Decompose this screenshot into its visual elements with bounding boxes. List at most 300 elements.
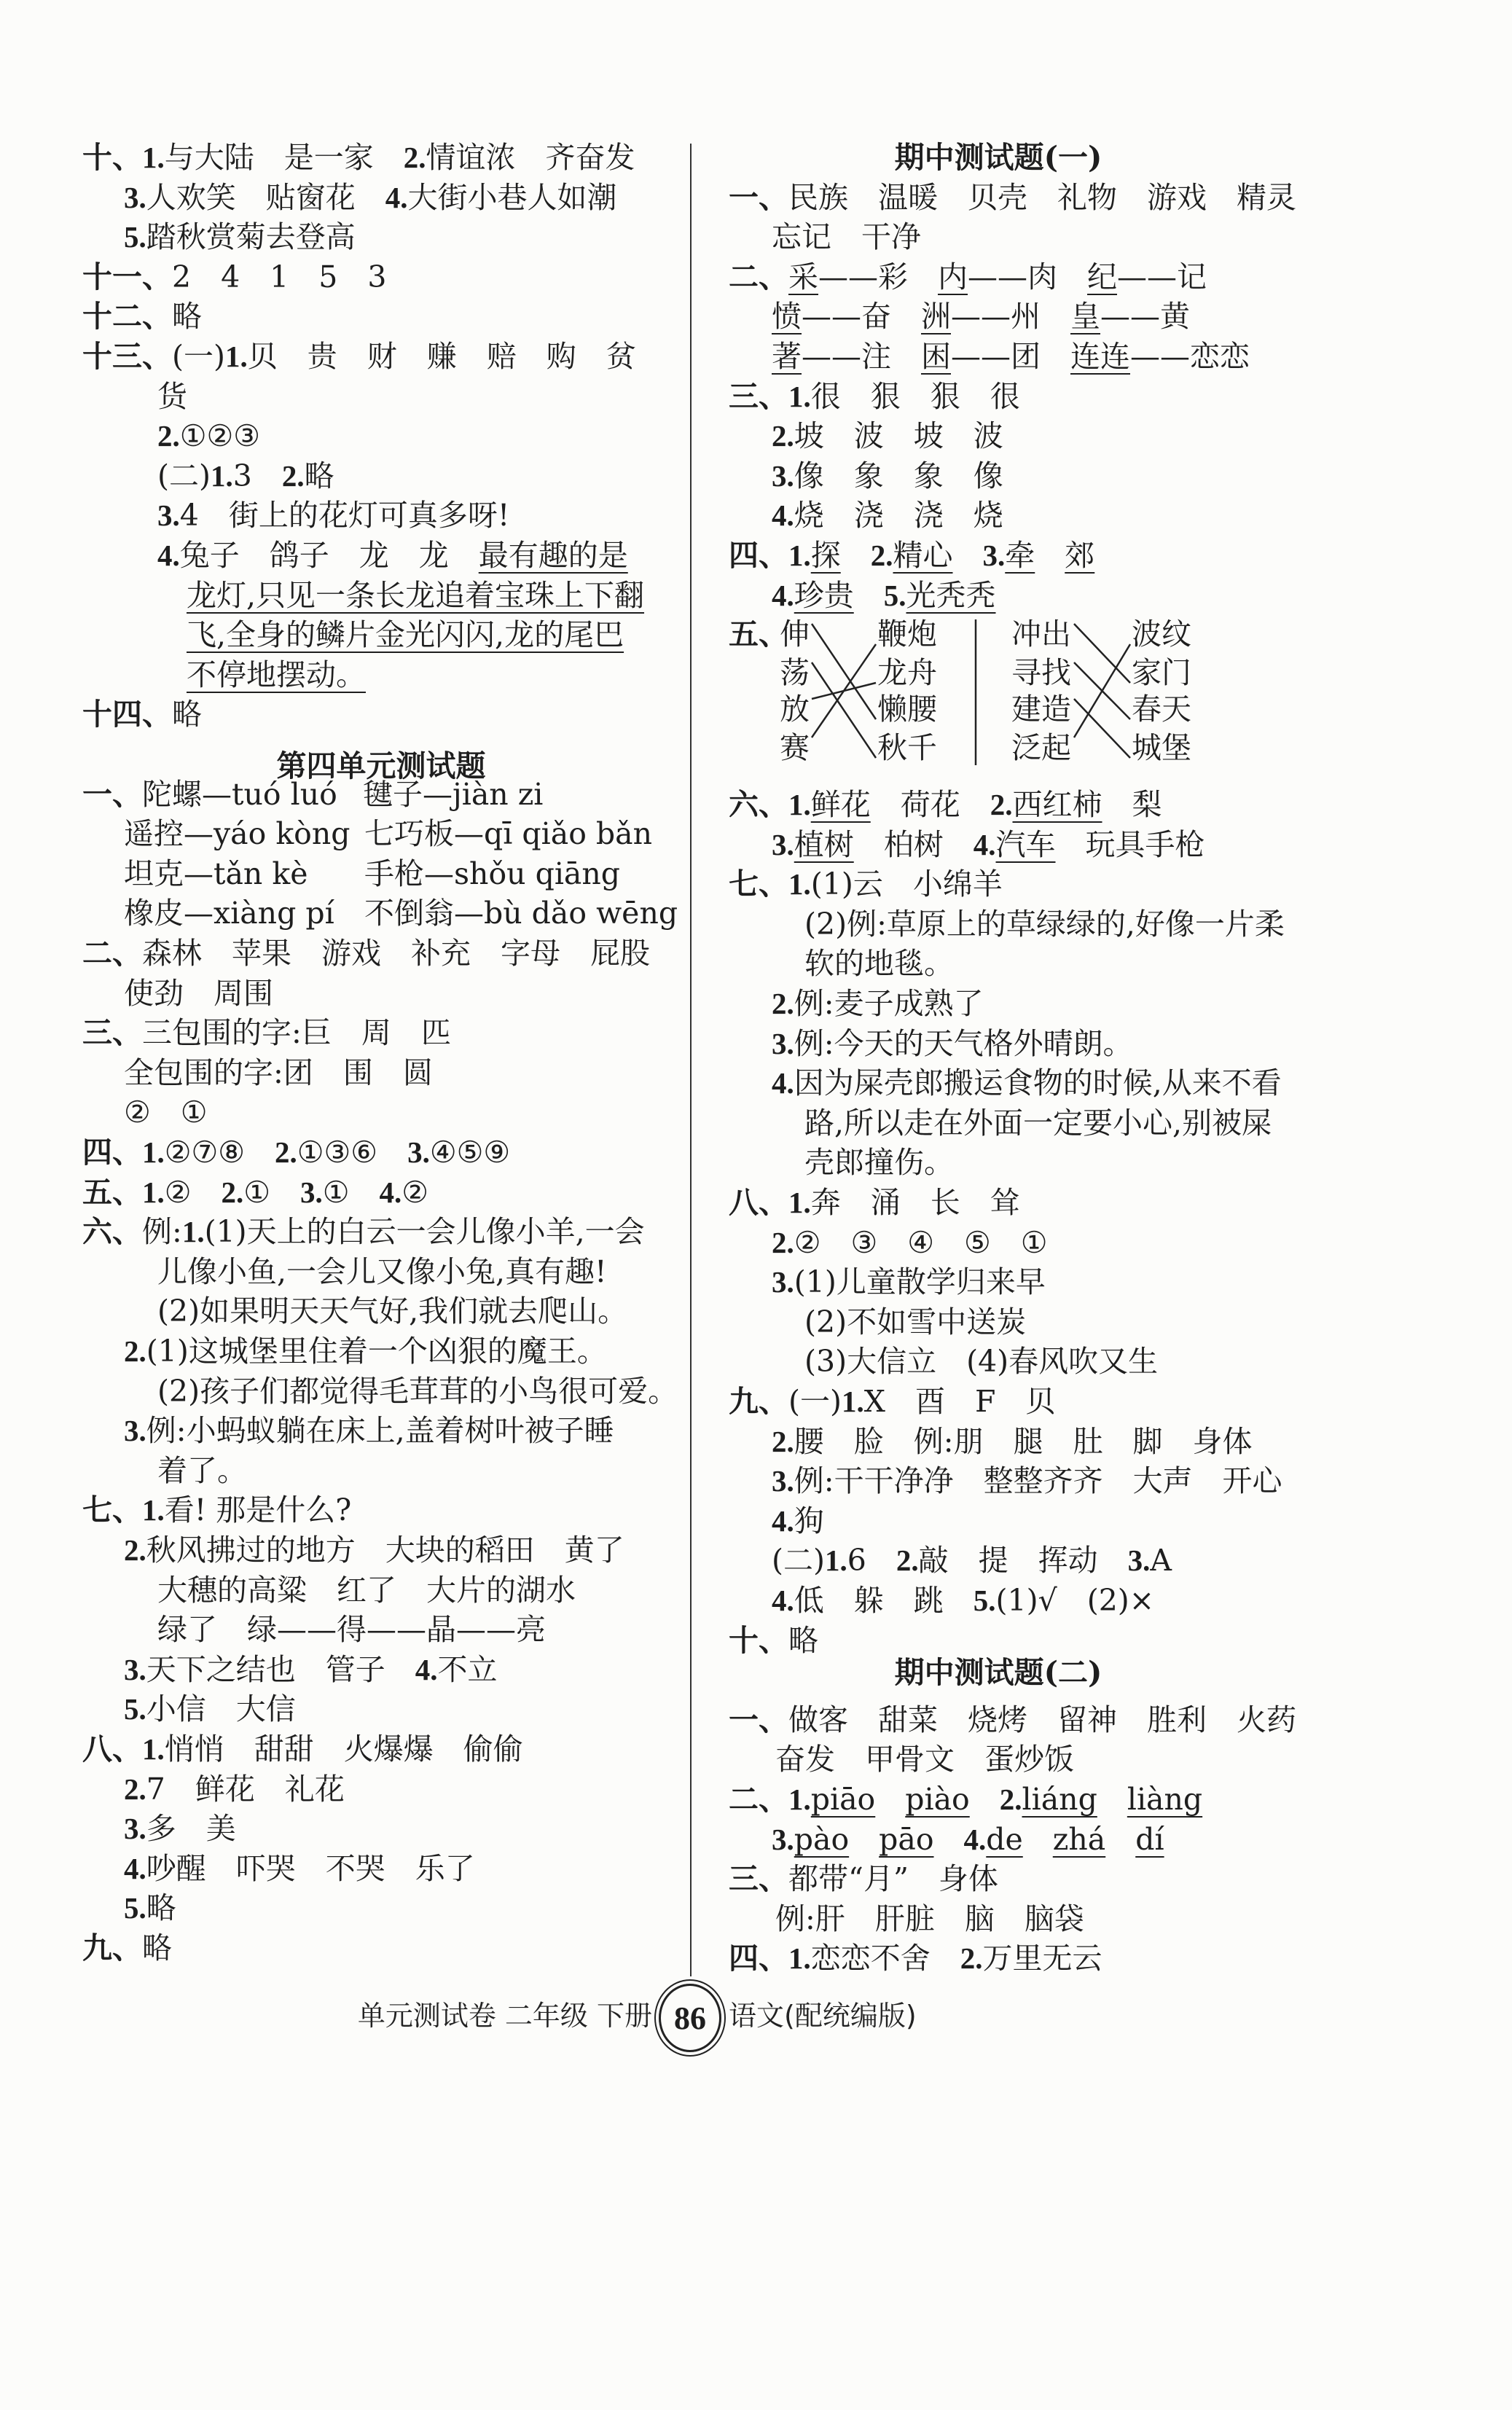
item-number: 3. [300, 1175, 323, 1209]
item-number: 十三、 [82, 340, 172, 373]
answer-line [124, 1689, 296, 1729]
item-number: 四、1. [82, 1135, 165, 1169]
answer-line [124, 1650, 498, 1690]
item-number: 1. [181, 1215, 205, 1249]
answer-text: ——团 [951, 339, 1070, 374]
answer-text: 略 [142, 1930, 172, 1965]
answer-text: 使劲 周围 [124, 975, 273, 1011]
item-number: 一、 [82, 777, 142, 811]
item-number: 二、 [82, 936, 142, 970]
underlined-answer: 飞,全身的鳞片金光闪闪,龙的尾巴 [187, 617, 624, 653]
answer-text: 遥控—yáo kòng [124, 816, 350, 852]
answer-text: ——恋恋 [1130, 339, 1250, 374]
answer-text: ——肉 [968, 259, 1087, 294]
answer-line [804, 1103, 1272, 1143]
item-number: 3. [772, 458, 794, 493]
answer-line [729, 1780, 1202, 1820]
answer-text: 不立 [437, 1651, 498, 1687]
underlined-answer: 采 [788, 259, 818, 294]
answer-line [804, 944, 954, 984]
underlined-answer: 牵 [1005, 538, 1035, 573]
answer-text: 软的地毯。 [804, 946, 954, 982]
answer-text: 略 [788, 1622, 818, 1658]
group1-left-word: 荡 [780, 655, 810, 690]
footer-subject: 语文(配统编版) [729, 2000, 917, 2032]
item-number: 九、 [82, 1931, 142, 1965]
group2-right-word: 城堡 [1132, 730, 1191, 765]
item-number: 八、1. [82, 1732, 165, 1766]
answer-line [772, 825, 1205, 865]
underlined-answer: 光秃秃 [906, 577, 996, 613]
item-number: 2. [281, 458, 305, 493]
answer-text: 儿像小鱼,一会儿又像小兔,真有趣! [157, 1253, 607, 1289]
group1-right-word: 秋千 [877, 730, 937, 765]
answer-line [772, 1501, 824, 1541]
item-number: 4. [772, 1066, 794, 1100]
answer-text: ①③⑥ [297, 1135, 408, 1170]
answer-text: (1)云 小绵羊 [810, 866, 1003, 902]
answer-line [124, 1809, 236, 1849]
answer-line [82, 1212, 645, 1252]
answer-text: 全包围的字:团 围 圆 [124, 1055, 433, 1090]
item-number: 十四、 [82, 697, 172, 732]
item-number: 十、1. [82, 141, 165, 174]
answer-line [772, 984, 984, 1024]
answer-line [157, 1291, 627, 1331]
answer-text: (2)不如雪中送炭 [804, 1304, 1027, 1339]
answer-line [804, 904, 1285, 944]
underlined-answer: 洲 [921, 299, 951, 334]
answer-text: 例:小蚂蚁躺在床上,盖着树叶被子睡 [146, 1413, 614, 1449]
answer-text: 货 [157, 378, 187, 414]
answer-text: 手枪—shǒu qiāng [364, 856, 621, 891]
item-number: 4. [963, 1822, 987, 1856]
answer-line [124, 1411, 614, 1451]
unit4-title: 第四单元测试题 [276, 748, 486, 783]
answer-line [729, 1183, 1020, 1223]
answer-text: ——记 [1117, 259, 1207, 294]
midterm1-title: 期中测试题(一) [894, 140, 1102, 175]
answer-text [970, 1782, 1000, 1817]
matching-label: 五、 [729, 617, 788, 651]
answer-text: 奔 涌 长 耸 [810, 1185, 1020, 1220]
item-number: 4. [772, 1584, 794, 1617]
item-number: 5. [124, 220, 146, 254]
item-number: 4. [772, 498, 794, 533]
group1-match-line [812, 644, 876, 738]
answer-line [729, 1700, 1296, 1740]
item-number: 3. [1127, 1544, 1151, 1578]
item-number: 3. [124, 180, 146, 214]
answer-line [82, 1928, 172, 1968]
answer-text: 玩具手枪 [1055, 826, 1205, 862]
item-number: 2. [990, 788, 1013, 821]
answer-line [772, 1262, 1046, 1302]
answer-text: 不倒翁—bù dǎo wēng [364, 896, 678, 931]
underlined-answer: 龙灯,只见一条长龙追着宝珠上下翻 [187, 577, 645, 613]
page-number: 86 [674, 2000, 706, 2036]
answer-text: 低 躲 跳 [794, 1583, 974, 1618]
answer-text: (1)天上的白云一会儿像小羊,一会 [204, 1214, 645, 1250]
answer-text: 腰 脸 例:朋 腿 肚 脚 身体 [794, 1423, 1253, 1459]
answer-text: X 酉 F 贝 [863, 1384, 1056, 1419]
answer-line [772, 1024, 1133, 1064]
answer-text: 橡皮—xiàng pí [124, 896, 334, 931]
item-number: 1. [842, 1385, 864, 1418]
answer-text: 踏秋赏菊去登高 [146, 219, 356, 255]
underlined-answer: 西红柿 [1012, 787, 1102, 822]
item-number: 二、 [729, 259, 788, 294]
answer-text: ——奋 [802, 299, 921, 334]
answer-text [1023, 1822, 1053, 1857]
underlined-answer: 植树 [794, 826, 854, 862]
underlined-answer: 著 [772, 339, 802, 374]
item-number: 二、1. [729, 1783, 811, 1816]
group2-match-line [1074, 624, 1130, 683]
group1-right-word: 懒腰 [877, 692, 937, 727]
answer-text: (二) [157, 458, 211, 493]
item-number: 5. [973, 1584, 996, 1617]
answer-text: ① [243, 1174, 301, 1210]
answer-text: 秋风拂过的地方 大块的稻田 黄了 [146, 1533, 624, 1568]
answer-text: ——州 [951, 299, 1070, 334]
item-number: 2. [960, 1941, 983, 1976]
underlined-answer: 汽车 [995, 826, 1056, 862]
answer-text: ——彩 [818, 259, 938, 294]
item-number: 三、 [729, 1862, 788, 1896]
answer-line [82, 934, 650, 974]
midterm2-title: 期中测试题(二) [894, 1655, 1102, 1690]
item-number: 1. [825, 1544, 847, 1578]
answer-line [729, 864, 1003, 904]
answer-text [849, 1822, 879, 1857]
underlined-answer: piāo [810, 1782, 876, 1817]
answer-text: 都带“月” 身体 [788, 1861, 998, 1897]
item-number: 三、 [82, 1016, 142, 1050]
answer-line [82, 1729, 523, 1769]
answer-line [124, 1888, 176, 1928]
item-number: 4. [415, 1652, 438, 1686]
answer-line [772, 1541, 1172, 1581]
answer-text: 坦克—tǎn kè [124, 856, 308, 891]
answer-text [1097, 1782, 1127, 1817]
answer-text: 敲 提 挥动 [918, 1543, 1128, 1578]
answer-text: 7 鲜花 礼花 [146, 1771, 345, 1807]
answer-line [124, 1530, 624, 1570]
group1-right-word: 龙舟 [877, 655, 937, 690]
answer-text: 略 [146, 1890, 176, 1926]
answer-text: 梨 [1102, 787, 1162, 822]
item-number: 九、 [729, 1385, 788, 1418]
item-number: 5. [883, 578, 906, 612]
answer-text: 荷花 [870, 787, 990, 822]
answer-line [124, 974, 273, 1014]
underlined-answer: 不停地摆动。 [187, 657, 366, 692]
answer-text: 兔子 鸽子 龙 龙 [179, 538, 479, 573]
answer-text: 例:麦子成熟了 [794, 986, 984, 1021]
answer-text: 坡 波 坡 波 [794, 418, 1003, 454]
answer-text: 民族 温暖 贝壳 礼物 游戏 精灵 [788, 179, 1296, 215]
answer-text: 很 狠 狠 很 [810, 378, 1020, 414]
answer-text: 烧 浇 浇 烧 [794, 498, 1003, 533]
answer-text: (2)孩子们都觉得毛茸茸的小鸟很可爱。 [157, 1373, 678, 1409]
item-number: 四、1. [729, 1941, 811, 1976]
item-number: 2. [124, 1772, 146, 1806]
item-number: 一、 [729, 1702, 788, 1737]
answer-text: 绿了 绿——得——晶——亮 [157, 1612, 546, 1648]
answer-text: 因为屎壳郎搬运食物的时候,从来不看 [794, 1065, 1282, 1101]
item-number: 3. [772, 1464, 794, 1498]
underlined-answer: 郊 [1065, 538, 1095, 573]
underlined-answer: liàng [1127, 1782, 1203, 1817]
item-number: 3. [772, 1265, 794, 1299]
underlined-answer: 内 [938, 259, 968, 294]
answer-text: 3 [232, 458, 282, 493]
item-number: 3. [772, 1822, 794, 1856]
item-number: 六、 [82, 1215, 142, 1249]
item-number: 十一、 [82, 259, 172, 294]
group1-right-word: 鞭炮 [877, 617, 937, 652]
item-number: 3. [772, 827, 794, 861]
answer-text: (1)儿童散学归来早 [794, 1264, 1046, 1300]
item-number: 3. [157, 498, 180, 533]
item-number: 七、1. [82, 1493, 165, 1527]
item-number: 一、 [729, 180, 788, 214]
underlined-answer: 鲜花 [810, 787, 871, 822]
answer-line [157, 1252, 607, 1292]
answer-text: ——黄 [1100, 299, 1190, 334]
page-number-badge [659, 1984, 721, 2052]
answer-line [772, 1063, 1282, 1103]
answer-text: 多 美 [146, 1811, 236, 1847]
answer-line [729, 1859, 998, 1899]
footer-book-title: 单元测试卷 二年级 下册 [357, 2000, 652, 2032]
answer-text: (二) [772, 1543, 825, 1578]
answer-text: 奋发 甲骨文 蛋炒饭 [775, 1742, 1074, 1777]
item-number: 2. [999, 1783, 1022, 1816]
group2-match-line [1074, 644, 1130, 738]
answer-text: ②⑦⑧ [164, 1135, 275, 1170]
answer-line [772, 1820, 1164, 1860]
answer-text: ② ③ ④ ⑤ ① [794, 1224, 1048, 1260]
answer-text [934, 1822, 964, 1857]
answer-line [804, 1143, 954, 1183]
underlined-answer: dí [1135, 1821, 1164, 1857]
answer-text: 2 4 1 5 3 [172, 259, 387, 294]
group1-left-word: 赛 [780, 730, 810, 765]
answer-text: ——注 [802, 339, 921, 374]
answer-line [804, 1302, 1026, 1342]
item-number: 2. [275, 1135, 297, 1169]
answer-text: 悄悄 甜甜 火爆爆 偷偷 [164, 1732, 523, 1767]
answer-text: (2)如果明天天气好,我们就去爬山。 [157, 1294, 628, 1329]
answer-line [772, 1581, 1154, 1621]
underlined-answer: 珍贵 [794, 577, 854, 613]
item-number: 2. [772, 1424, 794, 1458]
answer-line [775, 1899, 1084, 1939]
answer-text: 6 [847, 1543, 896, 1578]
item-number: 3. [124, 1414, 146, 1448]
item-number: 四、1. [729, 539, 811, 572]
item-number: 2. [870, 539, 893, 572]
answer-line [124, 893, 678, 934]
answer-line [124, 814, 652, 854]
item-number: 2. [772, 419, 794, 453]
answer-text: 大街小巷人如潮 [407, 179, 617, 215]
answer-line [82, 1132, 510, 1173]
item-number: 3. [772, 1026, 794, 1060]
answer-line [804, 1342, 1158, 1382]
group2-left-word: 建造 [1011, 692, 1071, 727]
item-number: 4. [124, 1851, 146, 1885]
group1-match-line [812, 624, 876, 719]
item-number: 3. [407, 1135, 430, 1169]
underlined-answer: 精心 [893, 538, 953, 573]
answer-text: 陀螺—tuó luó [142, 776, 337, 812]
answer-line [124, 1769, 345, 1810]
answer-text: 做客 甜菜 烧烤 留神 胜利 火药 [788, 1702, 1296, 1737]
answer-line [124, 1053, 433, 1093]
answer-text: 七巧板—qī qiǎo bǎn [364, 816, 653, 852]
answer-line [729, 1621, 818, 1661]
item-number: 五、1. [82, 1175, 165, 1209]
item-number: 2. [124, 1533, 146, 1567]
answer-text: 着了。 [157, 1452, 247, 1488]
group2-right-word: 波纹 [1132, 617, 1191, 652]
answer-text: 人欢笑 贴窗花 [146, 179, 385, 215]
answer-text: 情谊浓 齐奋发 [426, 140, 635, 175]
answer-text: 4 街上的花灯可真多呀! [179, 498, 510, 533]
group2-left-word: 寻找 [1011, 655, 1071, 690]
item-number: 3. [124, 1652, 146, 1686]
group1-left-word: 伸 [780, 617, 810, 652]
underlined-answer: 连连 [1070, 339, 1130, 374]
answer-line [124, 1331, 607, 1372]
answer-line [729, 1938, 1102, 1979]
group2-right-word: 春天 [1132, 692, 1191, 727]
answer-text: ② [401, 1174, 429, 1210]
item-number: 十、 [729, 1623, 788, 1657]
answer-text: 路,所以走在外面一定要小心,别被屎 [804, 1105, 1272, 1141]
item-number: 2. [403, 141, 426, 174]
answer-line [157, 1372, 678, 1412]
answer-line [157, 1570, 576, 1611]
answer-line [772, 1223, 1048, 1263]
answer-text: 略 [304, 458, 334, 493]
answer-line [124, 1849, 475, 1889]
item-number: 2. [157, 419, 180, 453]
item-number: 4. [772, 578, 794, 612]
answer-text: 毽子—jiàn zi [363, 776, 544, 812]
answer-text: 万里无云 [982, 1941, 1102, 1976]
item-number: 2. [896, 1544, 919, 1578]
item-number: 八、1. [729, 1186, 811, 1219]
answer-text: 忘记 干净 [772, 219, 921, 255]
answer-line [124, 1092, 208, 1132]
underlined-answer: 探 [810, 538, 841, 573]
answer-text: 与大陆 是一家 [164, 140, 404, 175]
answer-line [772, 1422, 1253, 1462]
item-number: 2. [772, 1225, 794, 1259]
answer-text: 例:干干净净 整整齐齐 大声 开心 [794, 1463, 1282, 1499]
item-number: 5. [124, 1891, 146, 1925]
item-number: 4. [772, 1503, 794, 1538]
answer-text: 天下之结也 管子 [146, 1651, 415, 1687]
answer-text: 大穗的高粱 红了 大片的湖水 [157, 1572, 576, 1608]
answer-text: (3)大信立 (4)春风吹又生 [804, 1344, 1159, 1380]
answer-line [157, 1451, 247, 1491]
answer-text: 例:肝 肝脏 脑 脑袋 [775, 1901, 1084, 1936]
answer-text: 吵醒 吓哭 不哭 乐了 [146, 1850, 475, 1886]
answer-text: 狗 [794, 1503, 824, 1538]
item-number: 4. [385, 180, 408, 214]
underlined-answer: zhá [1052, 1821, 1106, 1857]
answer-text: 壳郎撞伤。 [804, 1145, 954, 1181]
group2-left-word: 冲出 [1011, 617, 1071, 652]
answer-text: ② ① [124, 1095, 208, 1130]
underlined-answer: liáng [1022, 1782, 1097, 1817]
answer-text: 略 [172, 697, 202, 732]
answer-text: (一) [788, 1384, 842, 1419]
underlined-answer: 困 [921, 339, 951, 374]
answer-line [729, 1382, 1055, 1422]
item-number: 2. [221, 1175, 244, 1209]
answer-text: 看! 那是什么? [164, 1492, 352, 1528]
answer-line [157, 1610, 546, 1650]
answer-line [775, 1740, 1074, 1780]
group1-left-word: 放 [780, 692, 810, 727]
item-number: 3. [124, 1812, 146, 1846]
item-number: 3. [982, 539, 1006, 572]
underlined-answer: pào [794, 1821, 850, 1857]
matching-lines [0, 0, 1512, 802]
answer-text: 森林 苹果 游戏 补充 字母 屁股 [142, 936, 650, 971]
underlined-answer: 皇 [1070, 299, 1100, 334]
item-number: 4. [973, 827, 996, 861]
answer-text [1105, 1822, 1135, 1857]
answer-text: 柏树 [853, 826, 974, 862]
answer-text: 略 [172, 299, 202, 334]
answer-line [82, 1013, 451, 1053]
answer-text: 三包围的字:巨 周 匹 [142, 1015, 451, 1051]
answer-line [772, 1461, 1282, 1501]
group2-left-word: 泛起 [1011, 730, 1071, 765]
item-number: 三、1. [729, 379, 811, 413]
item-number: 2. [772, 987, 794, 1020]
answer-text: 小信 大信 [146, 1691, 296, 1727]
item-number: 2. [124, 1334, 146, 1368]
item-number: 4. [379, 1175, 402, 1209]
answer-text: 例:今天的天气格外晴朗。 [794, 1025, 1133, 1061]
answer-text: 恋恋不舍 [810, 1941, 960, 1976]
item-number: 六、1. [729, 788, 811, 821]
answer-text: (1)√ (2)× [995, 1583, 1155, 1618]
underlined-answer: 愤 [772, 299, 802, 334]
answer-text [875, 1782, 905, 1817]
answer-text: (1)这城堡里住着一个凶狠的魔王。 [146, 1334, 607, 1369]
answer-text: (一) [172, 339, 225, 374]
answer-text: 像 象 象 像 [794, 458, 1003, 493]
answer-text: ④⑤⑨ [429, 1135, 511, 1170]
underlined-answer: pāo [879, 1821, 934, 1857]
underlined-answer: de [986, 1821, 1023, 1857]
answer-text: ①②③ [179, 418, 261, 454]
item-number: 1. [225, 340, 248, 373]
answer-line [82, 1173, 428, 1213]
answer-text: ① [322, 1174, 380, 1210]
item-number: 1. [211, 458, 233, 493]
answer-text: (2)例:草原上的草绿绿的,好像一片柔 [804, 906, 1285, 942]
